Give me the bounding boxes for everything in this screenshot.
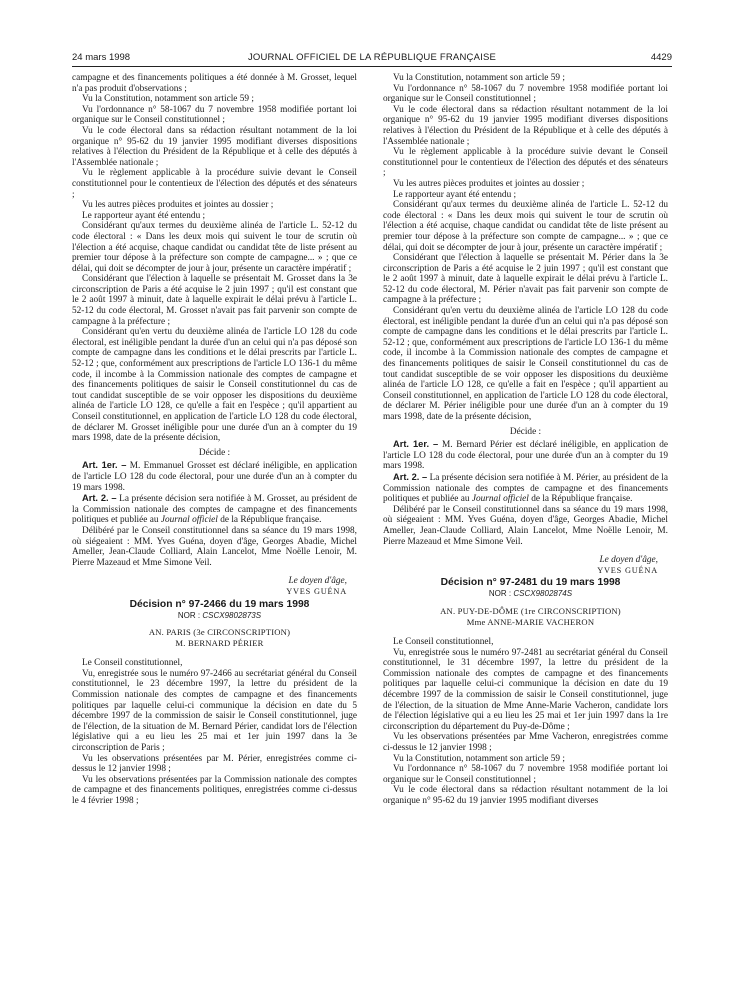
page-number: 4429 xyxy=(650,52,672,63)
paragraph: Vu le règlement applicable à la procédure suivie devant le Conseil constitutionnel pour le contentieux de l'élection des députés et des sénateurs ; xyxy=(383,147,668,179)
decide-heading: Décide : xyxy=(509,426,542,437)
article-text: de la République française. xyxy=(531,494,633,505)
paragraph: Vu le code électoral dans sa rédaction résultant notamment de la loi organique n° 95-62 du 19 janvier 1995 modifiant diverses dispositions relatives à l'élection du Président de la République et à celle des députés à l'Assemblée nationale ; xyxy=(72,125,357,168)
nor-reference xyxy=(72,611,357,622)
paragraph: Considérant que l'élection à laquelle se présentait M. Grosset dans la 3e circonscription de Paris a été acquise le 2 juin 1997 ; qu'il est constant que le 2 août 1997 à minuit, date à laquelle expirait le délai prévu à l'article L. 52-12 du code électoral, M. Grosset n'avait pas fait parvenir son compte de campagne à la préfecture ; xyxy=(72,274,357,327)
article-text: La présente décision sera notifiée à M. Périer, au président de la Commission nationale des comptes de campagne et des financements politiques et publiée au xyxy=(383,472,668,505)
paragraph: campagne et des financements politiques a été donnée à M. Grosset, lequel n'a pas produit d'observations ; xyxy=(72,73,357,94)
paragraph: Le rapporteur ayant été entendu ; xyxy=(82,210,206,221)
nor-reference xyxy=(383,589,668,600)
paragraph: Vu, enregistrée sous le numéro 97-2466 au secrétariat général du Conseil constitutionnel, le 23 décembre 1997, la lettre du président de la Commission nationale des comptes de campagne et des financements politiques par laquelle celui-ci communique la décision en date du 5 décembre 1997 de la commission de saisir le Conseil constitutionnel, juge de l'élection, de la situation de M. Bernard Périer, candidat lors de l'élection législative qui a eu lieu les 25 mai et 1er juin 1997 dans la 3e circonscription de Paris ; xyxy=(72,668,357,754)
paragraph: Vu les observations présentées par Mme Vacheron, enregistrées comme ci-dessus le 12 janvier 1998 ; xyxy=(383,732,668,754)
signature-name: YVES GUÉNA xyxy=(286,586,347,596)
constituency: AN. PARIS (3e CIRCONSCRIPTION) xyxy=(148,627,291,638)
paragraph: Considérant qu'en vertu du deuxième alinéa de l'article LO 128 du code électoral, est inéligible pendant la durée d'un an celui qui n'a pas déposé son compte de campagne dans les conditions et le délai prescrits par l'article L. 52-12 ; que, conformément aux prescriptions de l'article LO 136-1 du même code, il incombe à la Commission nationale des comptes de campagne et des financements politiques de saisir le Conseil constitutionnel du cas de tout candidat susceptible de se voir opposer les dispositions du deuxième alinéa de l'article LO 128, ce qu'elle a fait en l'espèce ; qu'il appartient au Conseil constitutionnel, en application de l'article LO 128 du code électoral, de déclarer M. Périer inéligible pour une durée d'un an à compter du 19 mars 1998, date de la présente décision, xyxy=(383,306,668,422)
deliberation: Délibéré par le Conseil constitutionnel dans sa séance du 19 mars 1998, où siégeaient : MM. Yves Guéna, doyen d'âge, Georges Abadie, Michel Ameller, Jean-Claude Colliard, Alain Lancelot, Mme Noëlle Lenoir, M. Pierre Mazeaud et Mme Simone Veil. xyxy=(72,525,357,568)
article-text: de la République française. xyxy=(220,515,322,526)
paragraph: Le rapporteur ayant été entendu ; xyxy=(393,189,517,200)
article-1 xyxy=(383,439,668,472)
signature-role: Le doyen d'âge, xyxy=(288,576,347,587)
deliberation: Délibéré par le Conseil constitutionnel dans sa séance du 19 mars 1998, où siégeaient : MM. Yves Guéna, doyen d'âge, Georges Abadie, Michel Ameller, Jean-Claude Colliard, Alain Lancelot, Mme Noëlle Lenoir, M. Pierre Mazeaud et Mme Simone Veil. xyxy=(383,504,668,547)
article-2 xyxy=(383,472,668,505)
paragraph: Vu le code électoral dans sa rédaction résultant notamment de la loi organique n° 95-62 du 19 janvier 1995 modifiant diverses dispositions relatives à l'élection du Président de la République et à celle des députés à l'Assemblée nationale ; xyxy=(383,104,668,147)
spacer xyxy=(72,648,357,658)
article-1 xyxy=(72,460,357,493)
signature-role: Le doyen d'âge, xyxy=(599,555,658,566)
journal-title: JOURNAL OFFICIEL DE LA RÉPUBLIQUE FRANÇAISE xyxy=(247,52,497,63)
paragraph: Vu la Constitution, notamment son article 59 ; xyxy=(82,94,254,105)
paragraph: Le Conseil constitutionnel, xyxy=(393,637,494,648)
header-rule xyxy=(72,66,672,67)
paragraph: Vu les autres pièces produites et jointes au dossier ; xyxy=(393,178,585,189)
paragraph: Considérant que l'élection à laquelle se présentait M. Périer dans la 3e circonscription de Paris a été acquise le 2 juin 1997 ; qu'il est constant que le 2 août 1997 à minuit, date à laquelle expirait le délai prévu à l'article L. 52-12 du code électoral, M. Périer n'avait pas fait parvenir son compte de campagne à la préfecture ; xyxy=(383,253,668,306)
candidate-name: Mme ANNE-MARIE VACHERON xyxy=(466,616,595,627)
paragraph: Vu les observations présentées par M. Périer, enregistrées comme ci-dessus le 12 janvier 1998 ; xyxy=(72,753,357,775)
article-text: M. Emmanuel Grosset est déclaré inéligible, en application de l'article LO 128 du code électoral, pour une durée d'un an à compter du 19 mars 1998. xyxy=(72,461,357,493)
paragraph: Considérant qu'aux termes du deuxième alinéa de l'article L. 52-12 du code électoral : « Dans les deux mois qui suivent le tour de scrutin où l'élection a été acquise, chaque candidat ou candidat tête de liste présent au premier tour dépose à la préfecture son compte de campagne... » ; que ce délai, qui doit se décompter de jour à jour, présente un caractère impératif ; xyxy=(383,200,668,253)
nor-code: CSCX9802874S xyxy=(513,589,573,599)
paragraph: Vu le code électoral dans sa rédaction résultant notamment de la loi organique n° 95-62 du 19 janvier 1995 modifiant diverses xyxy=(383,785,668,806)
page-header xyxy=(72,52,672,66)
constituency: AN. PUY-DE-DÔME (1re CIRCONSCRIPTION) xyxy=(440,605,621,616)
paragraph: Vu l'ordonnance n° 58-1067 du 7 novembre 1958 modifiée portant loi organique sur le Conseil constitutionnel ; xyxy=(383,83,668,105)
left-column xyxy=(72,73,357,807)
article-label: Art. 1er. – xyxy=(82,460,127,471)
article-label: Art. 2. – xyxy=(82,493,117,504)
nor-label: NOR : xyxy=(488,589,512,599)
journal-name: Journal officiel xyxy=(471,494,529,505)
paragraph: Vu les observations présentées par la Commission nationale des comptes de campagne et des financements politiques, enregistrées comme ci-dessus le 4 février 1998 ; xyxy=(72,774,357,806)
paragraph: Vu la Constitution, notamment son article 59 ; xyxy=(393,73,565,83)
right-column xyxy=(383,73,668,807)
paragraph: Vu, enregistrée sous le numéro 97-2481 au secrétariat général du Conseil constitutionnel, le 31 décembre 1997, la lettre du président de la Commission nationale des comptes de campagne et des financements politiques par laquelle celui-ci communique la décision en date du 19 décembre 1997 de la commission de saisir le Conseil constitutionnel, juge de l'élection, de la situation de Mme Anne-Marie Vacheron, candidate lors de l'élection législative qui a eu lieu les 25 mai et 1er juin 1997 dans la 1re circonscription du département du Puy-de-Dôme ; xyxy=(383,647,668,732)
paragraph: Vu les autres pièces produites et jointes au dossier ; xyxy=(82,200,274,211)
paragraph: Vu la Constitution, notamment son article 59 ; xyxy=(393,753,565,764)
publication-date: 24 mars 1998 xyxy=(72,52,131,63)
article-text: La présente décision sera notifiée à M. Grosset, au président de la Commission nationale des comptes de campagne et des financements politiques et publiée au xyxy=(72,494,358,526)
article-2 xyxy=(72,493,357,526)
paragraph: Considérant qu'en vertu du deuxième alinéa de l'article LO 128 du code électoral, est inéligible pendant la durée d'un an celui qui n'a pas déposé son compte de campagne dans les conditions et le délai prescrits par l'article L. 52-12 ; que, conformément aux prescriptions de l'article LO 136-1 du même code, il incombe à la Commission nationale des comptes de campagne et des financements politiques de saisir le Conseil constitutionnel du cas de tout candidat susceptible de se voir opposer les dispositions du deuxième alinéa de l'article LO 128, ce qu'elle a fait en l'espèce ; qu'il appartient au Conseil constitutionnel, en application de l'article LO 128 du code électoral, de déclarer M. Grosset inéligible pour une durée d'un an à compter du 19 mars 1998, date de la présente décision, xyxy=(72,327,357,444)
candidate-name: M. BERNARD PÉRIER xyxy=(175,637,264,648)
paragraph: Le Conseil constitutionnel, xyxy=(82,658,183,669)
nor-label: NOR : xyxy=(177,610,201,620)
article-label: Art. 2. – xyxy=(393,471,428,482)
signature-name: YVES GUÉNA xyxy=(597,565,658,575)
journal-name: Journal officiel xyxy=(160,515,218,526)
paragraph: Vu le règlement applicable à la procédure suivie devant le Conseil constitutionnel pour le contentieux de l'élection des députés et des sénateurs ; xyxy=(72,168,357,200)
paragraph: Vu l'ordonnance n° 58-1067 du 7 novembre 1958 modifiée portant loi organique sur le Conseil constitutionnel ; xyxy=(72,104,357,126)
paragraph: Considérant qu'aux termes du deuxième alinéa de l'article L. 52-12 du code électoral : « Dans les deux mois qui suivent le tour de scrutin où l'élection a été acquise, chaque candidat ou candidat tête de liste présent au premier tour dépose à la préfecture son compte de campagne... » ; que ce délai, qui doit se décompter de jour à jour, présente un caractère impératif ; xyxy=(72,221,357,274)
paragraph: Vu l'ordonnance n° 58-1067 du 7 novembre 1958 modifiée portant loi organique sur le Conseil constitutionnel ; xyxy=(383,764,668,785)
decide-heading: Décide : xyxy=(198,447,231,458)
article-label: Art. 1er. – xyxy=(393,439,439,450)
article-text: M. Bernard Périer est déclaré inéligible, en application de l'article LO 128 du code électoral, pour une durée d'un an à compter du 19 mars 1998. xyxy=(383,440,668,472)
decision-title: Décision n° 97-2466 du 19 mars 1998 xyxy=(129,598,310,610)
spacer xyxy=(383,627,668,637)
nor-code: CSCX9802873S xyxy=(202,610,262,620)
decision-title: Décision n° 97-2481 du 19 mars 1998 xyxy=(440,577,621,589)
